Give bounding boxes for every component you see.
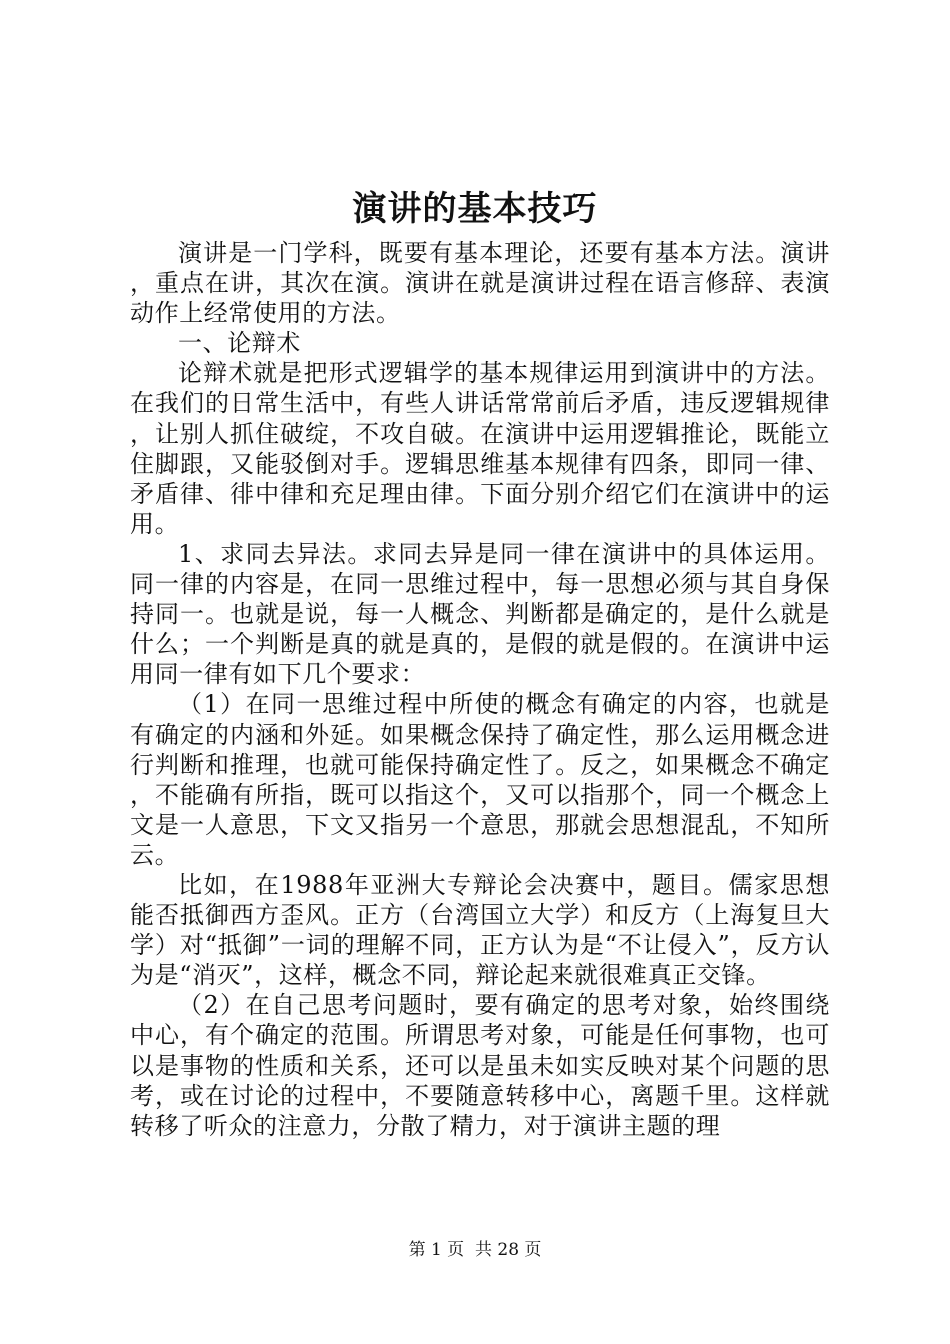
paragraph-method-1: 1、求同去异法。求同去异是同一律在演讲中的具体运用。同一律的内容是，在同一思维过程中，每一思想必须与其自身保持同一。也就是说，每一人概念、判断都是确定的，是什么就是什么；一个判断是真的就是真的，是假的就是假的。在演讲中运用同一律有如下几个要求： — [130, 539, 830, 689]
section-heading: 一、论辩术 — [178, 329, 301, 358]
document-body — [130, 238, 830, 1141]
paragraph-debate: 论辩术就是把形式逻辑学的基本规律运用到演讲中的方法。在我们的日常生活中，有些人讲话常常前后矛盾，违反逻辑规律，让别人抓住破绽，不攻自破。在演讲中运用逻辑推论，既能立住脚跟，又能驳倒对手。逻辑思维基本规律有四条，即同一律、矛盾律、徘中律和充足理由律。下面分别介绍它们在演讲中的运用。 — [130, 359, 830, 538]
document-title: 演讲的基本技巧 — [352, 189, 598, 229]
paragraph-requirement-2: （2）在自己思考问题时，要有确定的思考对象，始终围绕中心，有个确定的范围。所谓思考对象，可能是任何事物，也可以是事物的性质和关系，还可以是虽未如实反映对某个问题的思考，或在讨论的过程中，不要随意转移中心，离题千里。这样就转移了听众的注意力，分散了精力，对于演讲主题的理 — [130, 991, 830, 1140]
paragraph-intro: 演讲是一门学科，既要有基本理论，还要有基本方法。演讲，重点在讲，其次在演。演讲在就是演讲过程在语言修辞、表演动作上经常使用的方法。 — [130, 239, 830, 328]
paragraph-example: 比如，在1988年亚洲大专辩论会决赛中，题目。儒家思想能否抵御西方歪风。正方（台湾国立大学）和反方（上海复旦大学）对“抵御”一词的理解不同，正方认为是“不让侵入”，反方认为是“消灭”，这样，概念不同，辩论起来就很难真正交锋。 — [130, 870, 830, 990]
paragraph-requirement-1: （1）在同一思维过程中所使的概念有确定的内容，也就是有确定的内涵和外延。如果概念保持了确定性，那么运用概念进行判断和推理，也就可能保持确定性了。反之，如果概念不确定，不能确有所指，既可以指这个，又可以指那个，同一个概念上文是一人意思，下文又指另一个意思，那就会思想混乱，不知所云。 — [130, 690, 830, 869]
page-footer: 第 1 页 共 28 页 — [408, 1240, 542, 1260]
